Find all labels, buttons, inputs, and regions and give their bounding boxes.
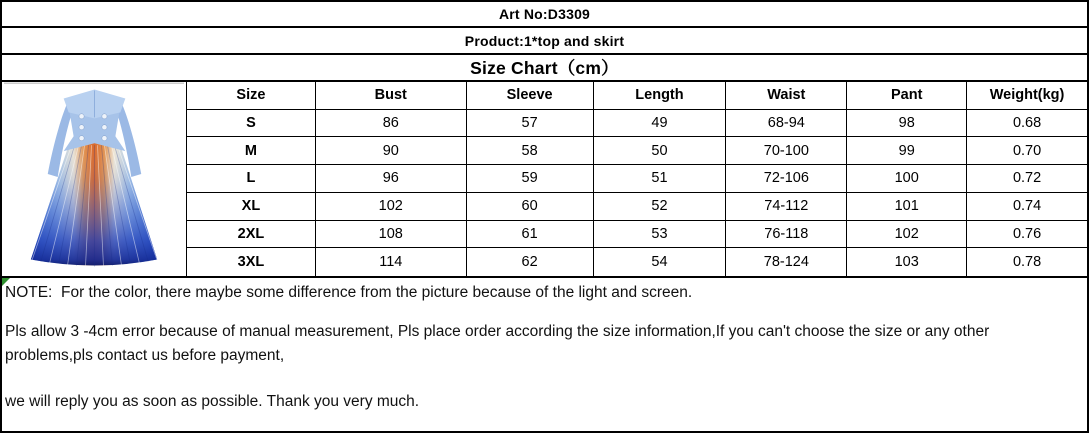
note-line-3: problems,pls contact us before payment, bbox=[5, 347, 285, 364]
note-line-4: we will reply you as soon as possible. Thank you very much. bbox=[5, 393, 420, 410]
col-header-length: Length bbox=[594, 82, 727, 110]
col-header-weight: Weight(kg) bbox=[967, 82, 1087, 110]
col-header-pant: Pant bbox=[847, 82, 967, 110]
table-cell: 51 bbox=[594, 165, 727, 193]
col-header-size: Size bbox=[187, 82, 316, 110]
product-dress-image bbox=[2, 82, 186, 276]
col-header-sleeve: Sleeve bbox=[467, 82, 594, 110]
table-cell: 102 bbox=[847, 221, 967, 249]
table-cell: 102 bbox=[316, 193, 467, 221]
note-section bbox=[2, 278, 1087, 431]
table-cell: 74-112 bbox=[726, 193, 847, 221]
table-cell: 0.74 bbox=[967, 193, 1087, 221]
table-cell: 54 bbox=[594, 248, 727, 276]
table-cell: 103 bbox=[847, 248, 967, 276]
note-line-1: NOTE: For the color, there maybe some difference from the picture because of the light and screen. bbox=[5, 284, 693, 301]
col-header-bust: Bust bbox=[316, 82, 467, 110]
table-cell: 0.72 bbox=[967, 165, 1087, 193]
table-cell: 53 bbox=[594, 221, 727, 249]
art-no-text: Art No:D3309 bbox=[498, 6, 591, 22]
table-cell: 59 bbox=[467, 165, 594, 193]
table-cell: 0.76 bbox=[967, 221, 1087, 249]
table-cell: 96 bbox=[316, 165, 467, 193]
size-table-section bbox=[2, 82, 1087, 278]
table-cell: 58 bbox=[467, 137, 594, 165]
size-table bbox=[187, 82, 1087, 276]
table-cell: 61 bbox=[467, 221, 594, 249]
product-text: Product:1*top and skirt bbox=[464, 32, 625, 49]
table-cell: 0.78 bbox=[967, 248, 1087, 276]
cell-flag-triangle-icon bbox=[2, 278, 10, 286]
table-cell: 0.68 bbox=[967, 110, 1087, 138]
table-cell: 100 bbox=[847, 165, 967, 193]
table-cell: 86 bbox=[316, 110, 467, 138]
size-chart-title-row bbox=[2, 55, 1087, 82]
size-label: XL bbox=[187, 193, 316, 221]
art-no-row bbox=[2, 2, 1087, 28]
size-label: S bbox=[187, 110, 316, 138]
table-cell: 76-118 bbox=[726, 221, 847, 249]
table-cell: 0.70 bbox=[967, 137, 1087, 165]
product-row bbox=[2, 28, 1087, 55]
size-chart-title: Size Chart（cm） bbox=[470, 58, 619, 78]
size-label: M bbox=[187, 137, 316, 165]
col-header-waist: Waist bbox=[726, 82, 847, 110]
table-cell: 108 bbox=[316, 221, 467, 249]
table-cell: 62 bbox=[467, 248, 594, 276]
table-cell: 90 bbox=[316, 137, 467, 165]
table-cell: 72-106 bbox=[726, 165, 847, 193]
table-cell: 49 bbox=[594, 110, 727, 138]
table-cell: 50 bbox=[594, 137, 727, 165]
note-line-2: Pls allow 3 -4cm error because of manual measurement, Pls place order according the size information,If you can't choose the size or any other bbox=[5, 323, 990, 340]
size-label: 2XL bbox=[187, 221, 316, 249]
table-cell: 52 bbox=[594, 193, 727, 221]
table-cell: 57 bbox=[467, 110, 594, 138]
table-cell: 68-94 bbox=[726, 110, 847, 138]
table-cell: 60 bbox=[467, 193, 594, 221]
table-cell: 70-100 bbox=[726, 137, 847, 165]
table-cell: 98 bbox=[847, 110, 967, 138]
table-cell: 101 bbox=[847, 193, 967, 221]
table-cell: 99 bbox=[847, 137, 967, 165]
product-image-cell bbox=[2, 82, 187, 276]
size-label: L bbox=[187, 165, 316, 193]
table-cell: 114 bbox=[316, 248, 467, 276]
table-cell: 78-124 bbox=[726, 248, 847, 276]
size-label: 3XL bbox=[187, 248, 316, 276]
